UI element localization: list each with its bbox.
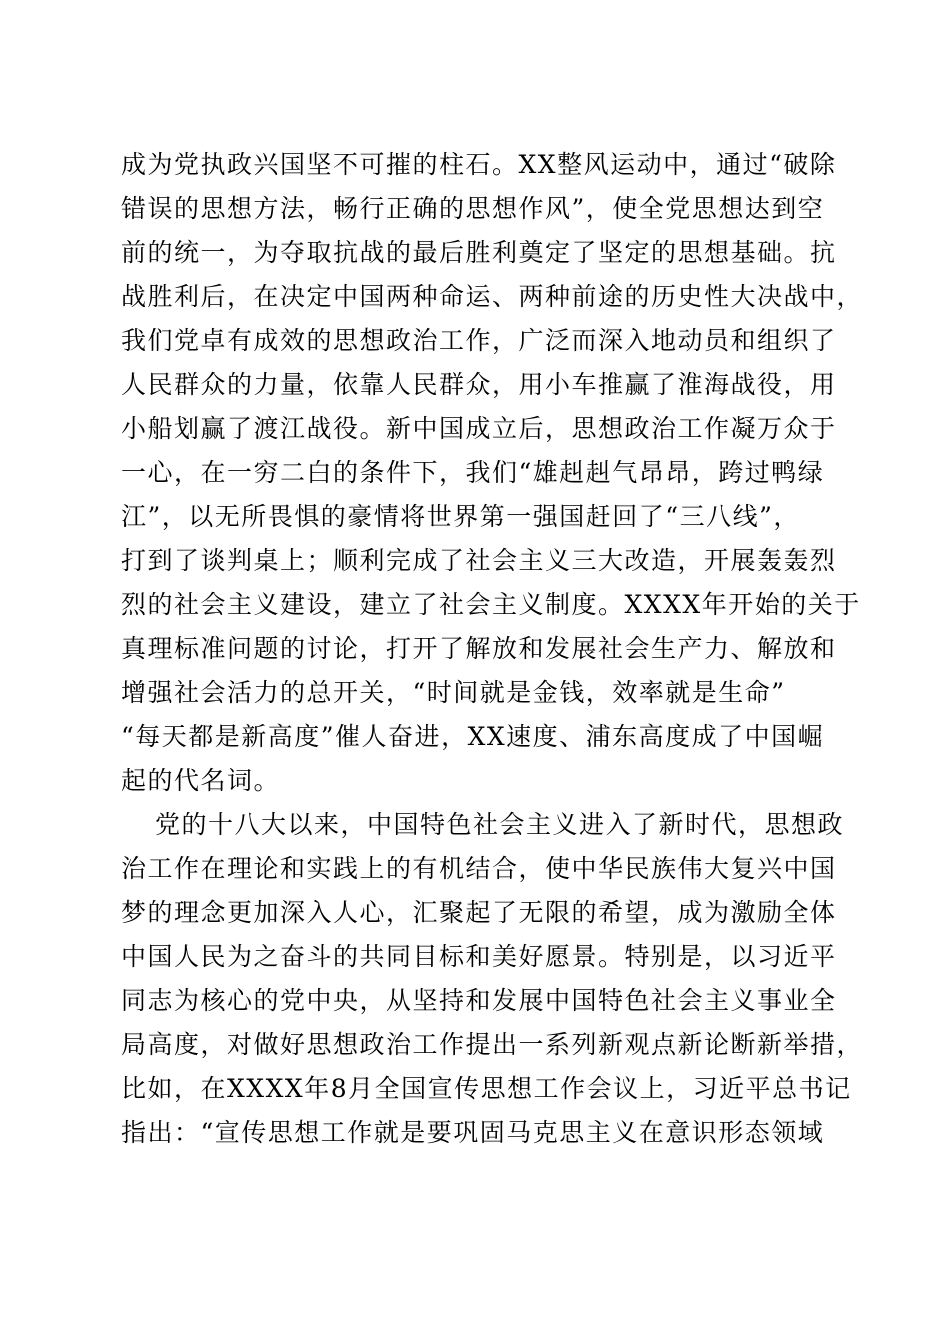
text-line: 战胜利后，在决定中国两种命运、两种前途的历史性大决战中， (121, 282, 864, 311)
text-line: 同志为核心的党中央，从坚持和发展中国特色社会主义事业全 (121, 986, 837, 1015)
text-line: 成为党执政兴国坚不可摧的柱石。XX整风运动中，通过“破除 (121, 150, 837, 179)
text-line: 比如，在XXXX年8月全国宣传思想工作会议上，习近平总书记 (121, 1074, 852, 1103)
text-line: 小船划赢了渡江战役。新中国成立后，思想政治工作凝万众于 (121, 414, 837, 443)
text-line: 梦的理念更加深入人心，汇聚起了无限的希望，成为激励全体 (121, 898, 837, 927)
text-line: 增强社会活力的总开关，“时间就是金钱，效率就是生命” (121, 678, 786, 707)
text-line: 治工作在理论和实践上的有机结合，使中华民族伟大复兴中国 (121, 854, 837, 883)
text-line: 错误的思想方法，畅行正确的思想作风”，使全党思想达到空 (121, 194, 825, 223)
text-line: 打到了谈判桌上；顺利完成了社会主义三大改造，开展轰轰烈 (121, 546, 837, 575)
text-line: 起的代名词。 (121, 766, 281, 795)
paragraph-2 (121, 803, 864, 1155)
text-line: 局高度，对做好思想政治工作提出一系列新观点新论断新举措， (121, 1030, 864, 1059)
text-line: 一心，在一穷二白的条件下，我们“雄赳赳气昂昂，跨过鸭绿 (121, 458, 825, 487)
paragraph-1 (121, 143, 864, 803)
text-line: 指出：“宣传思想工作就是要巩固马克思主义在意识形态领域 (121, 1118, 825, 1147)
text-line: 我们党卓有成效的思想政治工作，广泛而深入地动员和组织了 (121, 326, 837, 355)
text-line: 中国人民为之奋斗的共同目标和美好愿景。特别是，以习近平 (121, 942, 837, 971)
text-line: 真理标准问题的讨论，打开了解放和发展社会生产力、解放和 (121, 634, 837, 663)
text-line: 江”，以无所畏惧的豪情将世界第一强国赶回了“三八线”， (121, 502, 800, 531)
text-line: 人民群众的力量，依靠人民群众，用小车推赢了淮海战役，用 (121, 370, 837, 399)
text-line: 前的统一，为夺取抗战的最后胜利奠定了坚定的思想基础。抗 (121, 238, 837, 267)
text-line: “每天都是新高度”催人奋进，XX速度、浦东高度成了中国崛 (121, 722, 825, 751)
body-text (121, 143, 864, 1155)
text-line: 党的十八大以来，中国特色社会主义进入了新时代，思想政 (155, 810, 845, 839)
text-line: 烈的社会主义建设，建立了社会主义制度。XXXX年开始的关于 (121, 590, 861, 619)
